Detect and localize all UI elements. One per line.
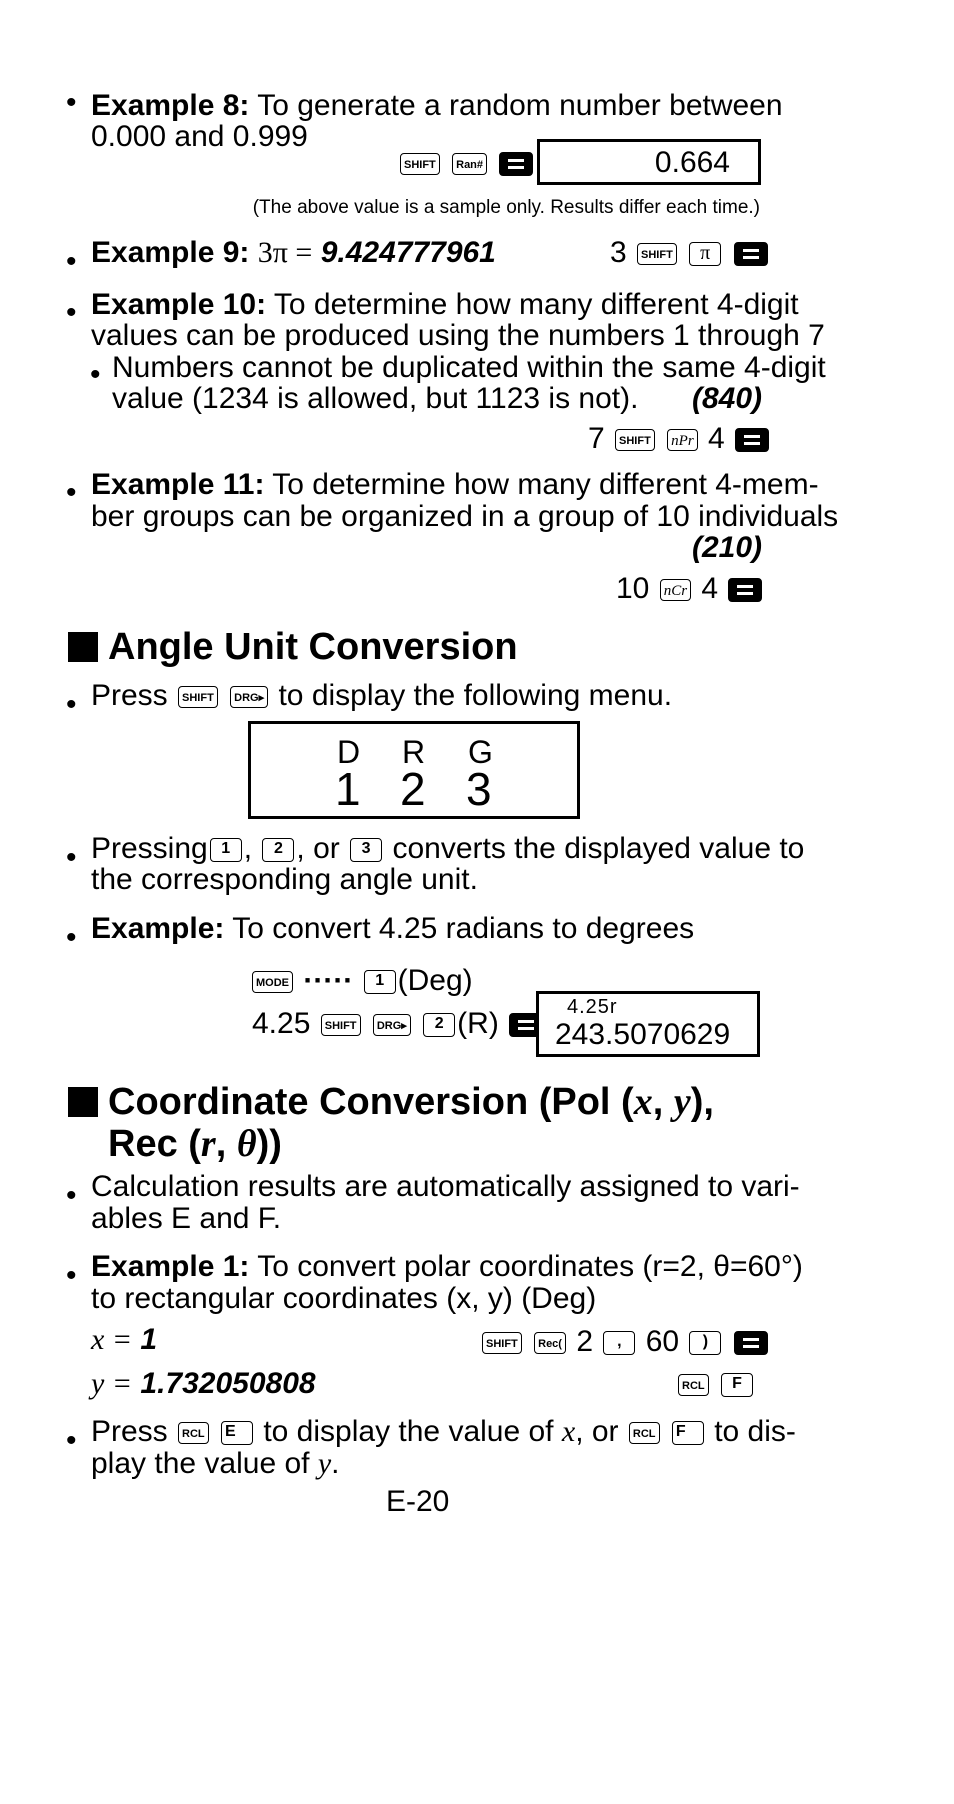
display-value: 0.664 [654, 146, 730, 179]
example8-line1: Example 8: To generate a random number between [91, 89, 783, 122]
rcl-key: RCL [629, 1422, 660, 1444]
key-3: 3 [350, 838, 382, 862]
calculator-display [536, 991, 760, 1057]
angle-press-line: Press SHIFT DRG▸ to display the following menu. [91, 679, 673, 712]
menu-letter-d: D [337, 734, 361, 770]
drg-key: DRG▸ [373, 1014, 411, 1036]
menu-letter-r: R [402, 734, 426, 770]
equals-key [499, 152, 533, 176]
bullet: • [66, 86, 77, 119]
f-key: F [672, 1421, 704, 1445]
f-key: F [721, 1373, 753, 1397]
shift-key: SHIFT [178, 686, 218, 708]
rcl-key: RCL [678, 1374, 709, 1396]
coord-example-line2: to rectangular coordinates (x, y) (Deg) [91, 1282, 597, 1315]
coord-example-line1: Example 1: To convert polar coordinates (r=2, θ=60°) [91, 1250, 803, 1283]
example9-keys: 3 SHIFT π [610, 236, 770, 270]
x-result: x = 1 [91, 1323, 158, 1356]
angle-heading: Angle Unit Conversion [68, 625, 518, 669]
menu-letter-g: G [468, 734, 493, 770]
example11-keys: 10 nCr 4 [616, 572, 764, 606]
pi-key: π [689, 242, 721, 266]
display-value: 243.5070629 [555, 1018, 731, 1051]
equals-key [734, 242, 768, 266]
key-2: 2 [423, 1013, 455, 1037]
rec-key: Rec( [534, 1332, 566, 1354]
bullet: • [66, 296, 77, 329]
page-number: E-20 [386, 1485, 450, 1518]
display-input: 4.25r [567, 996, 618, 1018]
coord-press-line1: Press RCL E to display the value of x, or RCL F to dis- [91, 1415, 796, 1448]
bullet: • [66, 841, 77, 874]
bullet: • [66, 245, 77, 278]
npr-key: nPr [667, 429, 698, 451]
bullet: • [66, 1259, 77, 1292]
calculator-display [537, 139, 761, 185]
key-1: 1 [364, 970, 396, 994]
example11-result: (210) [691, 531, 762, 564]
e-key: E [221, 1421, 253, 1445]
shift-key: SHIFT [482, 1332, 522, 1354]
coord-heading-line1: Coordinate Conversion (Pol (x, y), [68, 1080, 714, 1124]
y-result: y = 1.732050808 [91, 1367, 316, 1400]
coord-bullet1-line1: Calculation results are automatically assigned to vari- [91, 1170, 800, 1203]
comma-key: , [603, 1331, 635, 1355]
sub-bullet: • [90, 358, 101, 391]
example10-line1: Example 10: To determine how many different 4-digit [91, 288, 799, 321]
bullet: • [66, 476, 77, 509]
bullet: • [66, 688, 77, 721]
angle-example-line: Example: To convert 4.25 radians to degrees [91, 912, 695, 945]
equals-key [728, 578, 762, 602]
shift-key: SHIFT [400, 153, 440, 175]
close-paren-key: ) [689, 1331, 721, 1355]
rcl-key: RCL [178, 1422, 209, 1444]
mode-sequence: MODE ····· 1 (Deg) [250, 963, 473, 999]
key-1: 1 [210, 838, 242, 862]
example11-line1: Example 11: To determine how many different 4-mem- [91, 468, 819, 501]
coord-heading-line2: Rec (r, θ)) [108, 1123, 282, 1165]
example11-line2: ber groups can be organized in a group of 10 individuals [91, 500, 839, 533]
example8-line2: 0.000 and 0.999 [91, 120, 308, 153]
pressing-line1: Pressing 1 , 2 , or 3 converts the displayed value to [91, 832, 805, 865]
example8-note: (The above value is a sample only. Results differ each time.) [252, 197, 760, 218]
pressing-line2: the corresponding angle unit. [91, 863, 478, 896]
square-icon [68, 1087, 98, 1117]
bullet: • [66, 1424, 77, 1457]
example10-keys: 7 SHIFT nPr 4 [588, 422, 771, 456]
equals-key [734, 1331, 768, 1355]
key-2: 2 [262, 838, 294, 862]
convert-sequence: 4.25 SHIFT DRG▸ 2 (R) [252, 1006, 545, 1042]
drg-menu-display [248, 721, 580, 819]
square-icon [68, 632, 98, 662]
drg-key: DRG▸ [230, 686, 268, 708]
bullet: • [66, 1179, 77, 1212]
example10-result: (840) [691, 382, 762, 415]
mode-key: MODE [252, 971, 293, 993]
coord-bullet1-line2: ables E and F. [91, 1202, 282, 1235]
example8-keys [398, 146, 535, 180]
shift-key: SHIFT [637, 243, 677, 265]
bullet: • [66, 921, 77, 954]
shift-key: SHIFT [615, 429, 655, 451]
example10-sub2: value (1234 is allowed, but 1123 is not). [112, 382, 639, 415]
coord-press-line2: play the value of y. [91, 1447, 340, 1480]
example10-sub1: Numbers cannot be duplicated within the same 4-digit [112, 351, 826, 384]
rec-keys: SHIFT Rec( 2 , 60 ) [480, 1325, 770, 1359]
ran-key: Ran# [452, 153, 487, 175]
ncr-key: nCr [660, 579, 691, 601]
example9-line: Example 9: 3π = 9.424777961 [91, 236, 496, 269]
example10-line2: values can be produced using the numbers 1 through 7 [91, 319, 825, 352]
shift-key: SHIFT [321, 1014, 361, 1036]
menu-number-3: 3 [466, 763, 492, 815]
menu-number-2: 2 [400, 763, 426, 815]
rcl-f-keys [676, 1367, 755, 1401]
equals-key [735, 428, 769, 452]
menu-number-1: 1 [335, 763, 361, 815]
